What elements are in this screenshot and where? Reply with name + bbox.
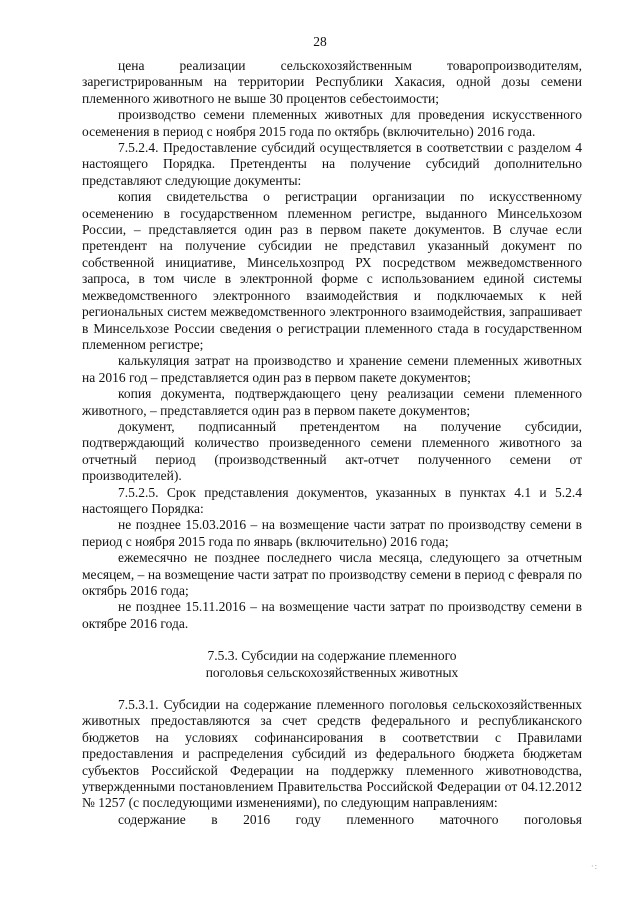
paragraph: 7.5.2.4. Предоставление субсидий осуществляется в соответствии с разделом 4 настоящего Порядка. Претенденты на получение субсидий дополнительно представляют следующие документы: (82, 140, 582, 188)
section-heading-line: поголовья сельскохозяйственных животных (205, 664, 459, 680)
spacer (82, 681, 582, 697)
document-body (82, 58, 582, 828)
paragraph: содержание в 2016 году племенного маточного поголовья (118, 811, 582, 827)
paragraph: производство семени племенных животных для проведения искусственного осеменения в период с ноября 2015 года по октябрь (включительно) 2016 года. (82, 107, 582, 139)
scan-artifact-mark: ·: (591, 862, 599, 871)
paragraph: не позднее 15.03.2016 – на возмещение части затрат по производству семени в период с ноября 2015 года по январь (включительно) 2016 года; (82, 517, 582, 549)
paragraph: копия свидетельства о регистрации организации по искусственному осеменению в государственном племенном регистре, выданного Минсельхозом России, – представляется один раз в первом пакете документов. В случае если претендент на получение субсидии не представил указанный документ по собственной инициативе, Минсельхозпрод РХ посредством межведомственного запроса, в том числе в электронной форме с использованием единой системы межведомственного электронного взаимодействия и подключаемых к ней региональных систем межведомственного электронного взаимодействия, запрашивает в Минсельхозе России сведения о регистрации племенного стада в государственном племенном регистре; (82, 189, 582, 352)
paragraph: ежемесячно не позднее последнего числа месяца, следующего за отчетным месяцем, – на возмещение части затрат по производству семени в период с февраля по октябрь 2016 года; (82, 550, 582, 598)
page-number: 28 (313, 34, 327, 49)
section-heading-line: 7.5.3. Субсидии на содержание племенного (207, 648, 457, 664)
paragraph: копия документа, подтверждающего цену реализации семени племенного животного, – представляется один раз в первом пакете документов; (82, 386, 582, 418)
paragraph: калькуляция затрат на производство и хранение семени племенных животных на 2016 год – представляется один раз в первом пакете документов; (82, 353, 582, 385)
spacer (82, 632, 582, 648)
paragraph: 7.5.2.5. Срок представления документов, указанных в пунктах 4.1 и 5.2.4 настоящего Порядка: (82, 484, 582, 516)
paragraph: не позднее 15.11.2016 – на возмещение части затрат по производству семени в октябре 2016 года. (82, 599, 582, 631)
paragraph: 7.5.3.1. Субсидии на содержание племенного поголовья сельскохозяйственных животных предоставляются за счет средств федерального и республиканского бюджетов на условиях софинансирования в соответствии с Правилами предоставления и распределения субсидий из федерального бюджета бюджетам субъектов Российской Федерации на поддержку племенного животноводства, утвержденными постановлением Правительства Российской Федерации от 04.12.2012 № 1257 (с последующими изменениями), по следующим направлениям: (82, 697, 582, 811)
paragraph: цена реализации сельскохозяйственным товаропроизводителям, зарегистрированным на территории Республики Хакасия, одной дозы семени племенного животного не выше 30 процентов себестоимости; (82, 58, 582, 106)
section-heading (82, 648, 582, 681)
paragraph: документ, подписанный претендентом на получение субсидии, подтверждающий количество произведенного семени племенного животного за отчетный период (производственный акт-отчет полученного семени от производителей). (82, 418, 582, 484)
